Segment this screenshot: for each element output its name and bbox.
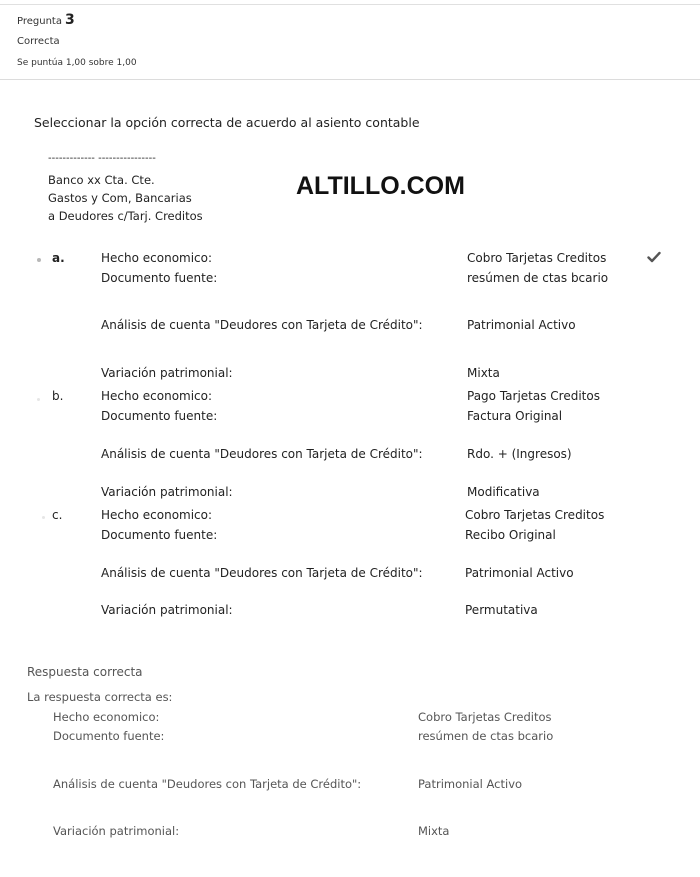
feedback-label-hecho: Hecho economico: [53,710,160,724]
option-a-value-hecho[interactable]: Cobro Tarjetas Creditos [467,251,607,265]
option-a-letter[interactable]: a. [52,251,65,265]
option-b-label-hecho[interactable]: Hecho economico: [101,389,213,403]
question-state: Correcta [17,36,60,47]
question-number: 3 [64,12,75,28]
option-b-label-documento[interactable]: Documento fuente: [101,409,218,423]
option-a-label-documento[interactable]: Documento fuente: [101,271,218,285]
entry-line-credit: a Deudores c/Tarj. Creditos [48,209,203,223]
question-prompt: Seleccionar la opción correcta de acuerdo al asiento contable [34,115,420,130]
question-number-label [17,12,75,28]
feedback-value-hecho: Cobro Tarjetas Creditos [418,710,552,724]
feedback-value-variacion: Mixta [418,824,450,838]
option-c-radio[interactable] [42,516,45,519]
feedback-title: Respuesta correcta [27,665,143,679]
option-b-radio[interactable] [37,398,40,401]
entry-line-debit-fees: Gastos y Com, Bancarias [48,191,192,205]
question-label-text: Pregunta [17,16,62,27]
option-c-label-analisis[interactable]: Análisis de cuenta "Deudores con Tarjeta de Crédito": [101,566,423,580]
option-b-label-analisis[interactable]: Análisis de cuenta "Deudores con Tarjeta de Crédito": [101,447,423,461]
option-b-label-variacion[interactable]: Variación patrimonial: [101,485,233,499]
option-b-value-documento[interactable]: Factura Original [467,409,563,423]
entry-line-debit-bank: Banco xx Cta. Cte. [48,173,155,187]
option-c-label-hecho[interactable]: Hecho economico: [101,508,213,522]
option-a-value-analisis[interactable]: Patrimonial Activo [467,318,576,332]
entry-separator: ------------- ---------------- [48,153,156,164]
check-icon [647,250,661,264]
option-a-label-hecho[interactable]: Hecho economico: [101,251,213,265]
feedback-value-analisis: Patrimonial Activo [418,777,523,791]
header-top-divider [0,4,700,5]
watermark-text: ALTILLO.COM [296,172,465,200]
option-b-value-hecho[interactable]: Pago Tarjetas Creditos [467,389,600,403]
option-c-value-variacion[interactable]: Permutativa [465,603,538,617]
option-a-value-documento[interactable]: resúmen de ctas bcario [467,271,609,285]
feedback-value-documento: resúmen de ctas bcario [418,729,554,743]
option-a-value-variacion[interactable]: Mixta [467,366,500,380]
header-bottom-divider [0,79,700,80]
feedback-label-documento: Documento fuente: [53,729,165,743]
option-b-value-analisis[interactable]: Rdo. + (Ingresos) [467,447,572,461]
feedback-label-variacion: Variación patrimonial: [53,824,180,838]
option-c-letter[interactable]: c. [52,508,63,522]
option-c-label-variacion[interactable]: Variación patrimonial: [101,603,233,617]
option-c-label-documento[interactable]: Documento fuente: [101,528,218,542]
option-c-value-documento[interactable]: Recibo Original [465,528,556,542]
option-a-label-analisis[interactable]: Análisis de cuenta "Deudores con Tarjeta de Crédito": [101,318,423,332]
option-a-label-variacion[interactable]: Variación patrimonial: [101,366,233,380]
question-grade: Se puntúa 1,00 sobre 1,00 [17,58,137,68]
option-b-letter[interactable]: b. [52,389,64,403]
feedback-intro: La respuesta correcta es: [27,690,173,704]
option-b-value-variacion[interactable]: Modificativa [467,485,540,499]
feedback-label-analisis: Análisis de cuenta "Deudores con Tarjeta de Crédito": [53,777,362,791]
option-c-value-hecho[interactable]: Cobro Tarjetas Creditos [465,508,605,522]
option-a-radio[interactable] [37,258,41,262]
option-c-value-analisis[interactable]: Patrimonial Activo [465,566,574,580]
